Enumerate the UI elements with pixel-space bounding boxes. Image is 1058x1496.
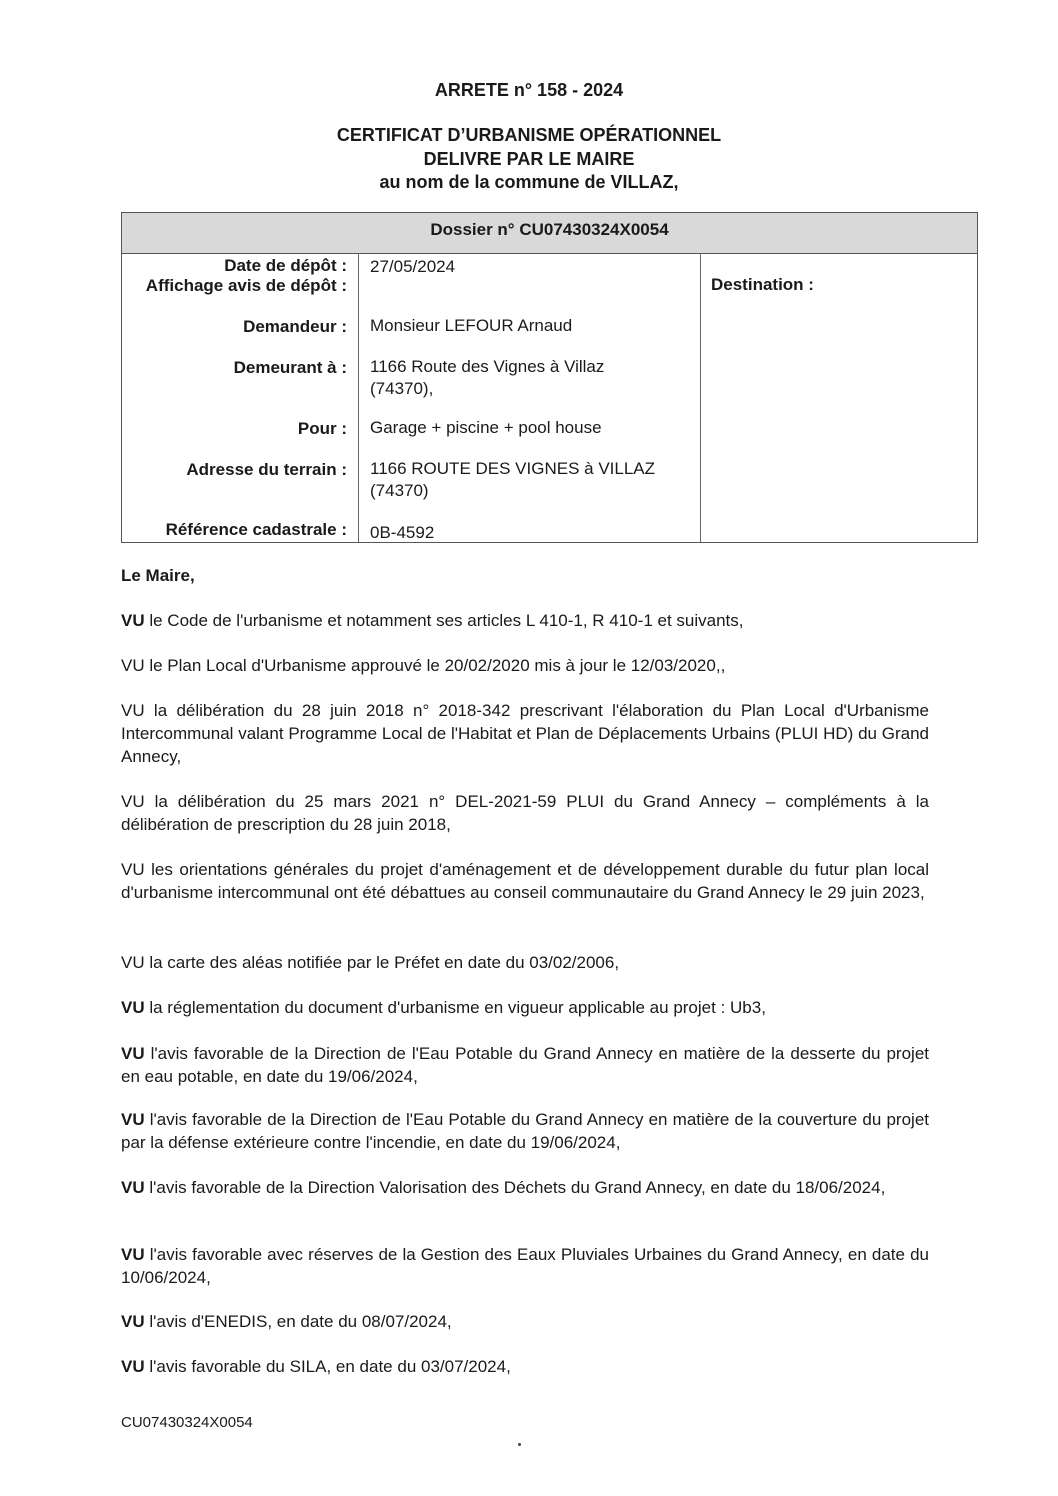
vu-paragraph: VU les orientations générales du projet d'aménagement et de développement durable du futur plan local d'urbanisme intercommunal ont été débattues au conseil communautaire du Grand Annecy le 29 juin 2023, (121, 860, 929, 902)
vu-keyword: VU (121, 998, 145, 1017)
arrete-title: ARRETE n° 158 - 2024 (434, 80, 624, 100)
destination-label: Destination : (711, 275, 814, 294)
vu-keyword: VU (121, 1178, 145, 1197)
certificat-title: CERTIFICAT D’URBANISME OPÉRATIONNEL (336, 125, 722, 145)
vu-paragraph (121, 609, 929, 632)
table-divider (700, 253, 701, 542)
vu-paragraph: VU le Plan Local d'Urbanisme approuvé le 20/02/2020 mis à jour le 12/03/2020,, (121, 656, 726, 675)
commune-subtitle: au nom de la commune de VILLAZ, (379, 172, 679, 192)
vu-keyword: VU (121, 1245, 145, 1264)
pour-label: Pour : (297, 419, 347, 438)
footer-reference: CU07430324X0054 (121, 1414, 253, 1431)
vu-keyword: VU (121, 611, 145, 630)
vu-paragraph (121, 1310, 929, 1333)
reference-label: Référence cadastrale : (165, 520, 347, 539)
vu-text: l'avis favorable de la Direction de l'Eau Potable du Grand Annecy en matière de la desserte du projet en eau potable, en date du 19/06/2024, (121, 1044, 929, 1086)
date-depot-label: Date de dépôt : (224, 256, 347, 275)
demandeur-label: Demandeur : (243, 317, 347, 336)
table-divider (358, 253, 359, 542)
vu-paragraph (121, 1108, 929, 1154)
vu-keyword: VU (121, 1357, 145, 1376)
adresse-value: 1166 ROUTE DES VIGNES à VILLAZ (74370) (370, 459, 656, 500)
vu-text: l'avis favorable avec réserves de la Gestion des Eaux Pluviales Urbaines du Grand Annecy, en date du 10/06/2024, (121, 1245, 929, 1287)
reference-value: 0B-4592 (370, 523, 435, 542)
le-maire: Le Maire, (121, 566, 195, 585)
dossier-table (121, 212, 978, 543)
vu-text: la réglementation du document d'urbanisme en vigueur applicable au projet : Ub3, (144, 998, 766, 1017)
vu-text: l'avis d'ENEDIS, en date du 08/07/2024, (144, 1312, 452, 1331)
vu-paragraph (121, 1355, 929, 1378)
vu-keyword: VU (121, 1110, 145, 1129)
demeurant-value: 1166 Route des Vignes à Villaz (74370), (370, 357, 605, 398)
date-depot-value: 27/05/2024 (370, 257, 456, 276)
scan-dot (518, 1443, 521, 1446)
vu-paragraph (121, 996, 929, 1019)
vu-text: l'avis favorable de la Direction Valorisation des Déchets du Grand Annecy, en date du 18/06/2024, (144, 1178, 886, 1197)
demandeur-value: Monsieur LEFOUR Arnaud (370, 316, 573, 335)
vu-paragraph: VU la délibération du 25 mars 2021 n° DEL-2021-59 PLUI du Grand Annecy – compléments à la délibération de prescription du 28 juin 2018, (121, 792, 929, 834)
delivre-subtitle: DELIVRE PAR LE MAIRE (423, 149, 635, 169)
vu-paragraph (121, 1243, 929, 1289)
vu-paragraph: VU la délibération du 28 juin 2018 n° 2018-342 prescrivant l'élaboration du Plan Local d'Urbanisme Intercommunal valant Programme Local de l'Habitat et Plan de Déplacements Urbains (PLUI HD) du Grand Annecy, (121, 701, 929, 766)
vu-keyword: VU (121, 1312, 145, 1331)
affichage-label: Affichage avis de dépôt : (145, 276, 347, 295)
vu-text: l'avis favorable du SILA, en date du 03/07/2024, (144, 1357, 511, 1376)
vu-text: l'avis favorable de la Direction de l'Eau Potable du Grand Annecy en matière de la couverture du projet par la défense extérieure contre l'incendie, en date du 19/06/2024, (121, 1110, 929, 1152)
adresse-label: Adresse du terrain : (186, 460, 347, 479)
vu-paragraph (121, 1176, 929, 1199)
vu-keyword: VU (121, 1044, 145, 1063)
vu-paragraph: VU la carte des aléas notifiée par le Préfet en date du 03/02/2006, (121, 953, 620, 972)
vu-paragraph (121, 1042, 929, 1088)
demeurant-label: Demeurant à : (233, 358, 347, 377)
vu-text: le Code de l'urbanisme et notamment ses articles L 410-1, R 410-1 et suivants, (144, 611, 744, 630)
dossier-title: Dossier n° CU07430324X0054 (122, 213, 977, 254)
pour-value: Garage + piscine + pool house (370, 418, 602, 437)
